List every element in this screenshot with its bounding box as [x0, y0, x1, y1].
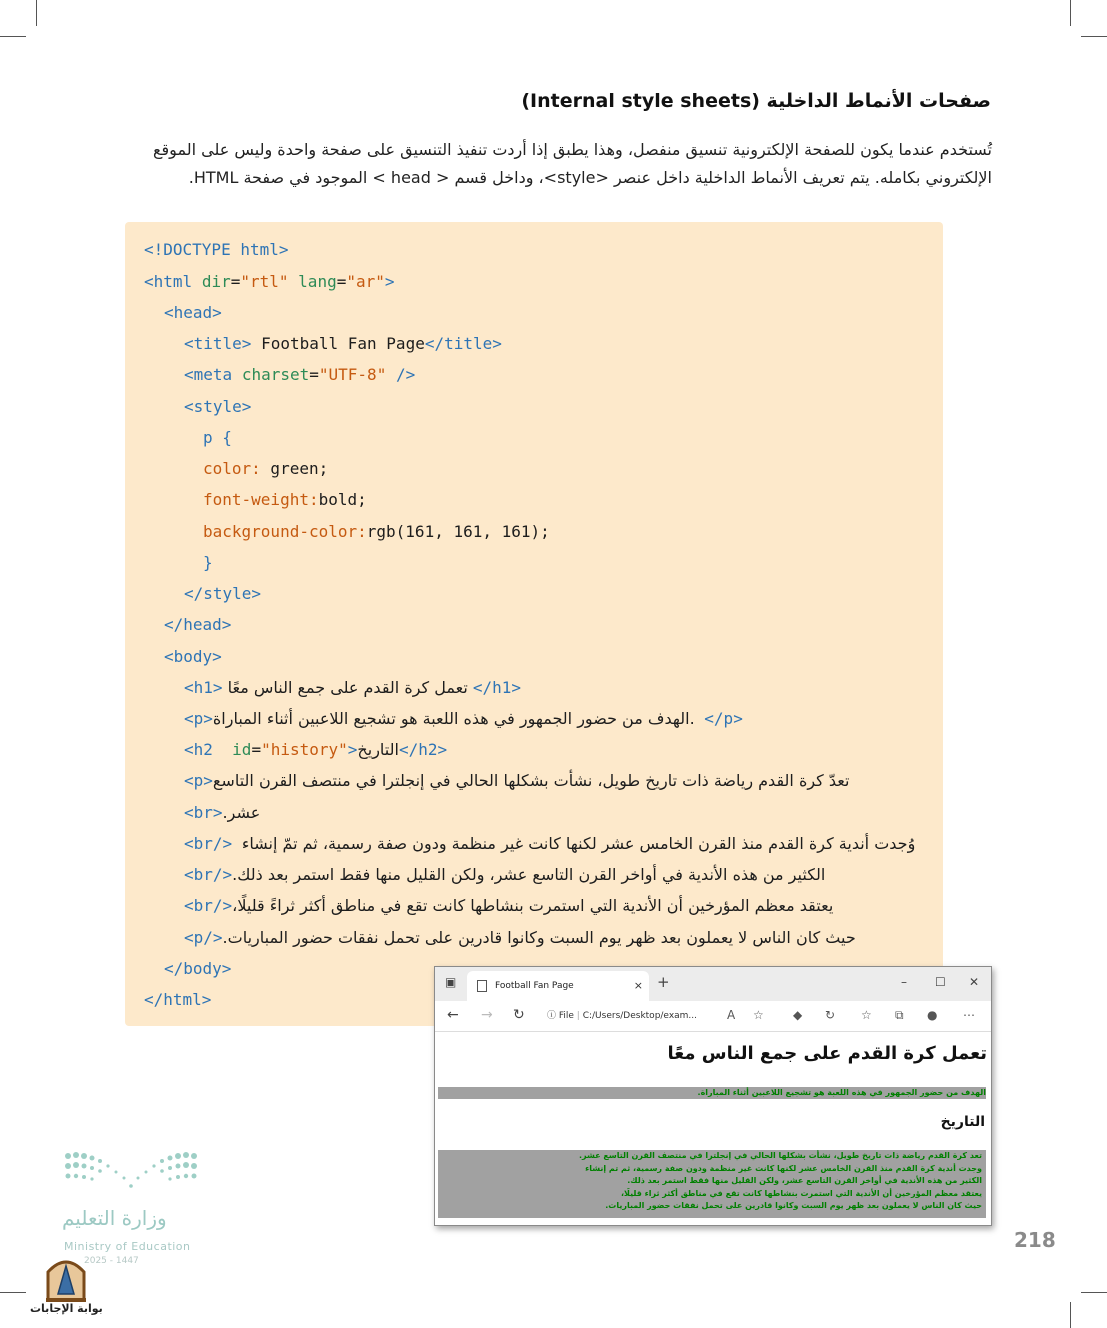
code-selector: p {	[203, 428, 232, 447]
code-line	[203, 521, 550, 543]
code-property: background-color:	[203, 522, 367, 541]
intro-paragraph: تُستخدم عندما يكون للصفحة الإلكترونية تنسيق منفصل، وهذا يطبق إذا أردت تنفيذ التنسيق على صفحة واحدة وليس على الموقع الإلكتروني بكامله. يتم تعريف الأنماط الداخلية داخل عنصر <style>، وداخل قسم < head > الموجود في صفحة HTML.	[153, 140, 992, 187]
code-line	[203, 427, 232, 449]
code-line	[144, 239, 289, 261]
code-brace: }	[203, 553, 213, 572]
browser-tab[interactable]	[467, 971, 649, 1001]
code-tag: </style>	[184, 584, 262, 603]
page-number: 218	[1014, 1228, 1056, 1252]
code-attr: id	[232, 740, 252, 759]
crop-mark	[1070, 1302, 1071, 1328]
read-aloud-icon[interactable]: A	[727, 1008, 736, 1022]
code-tag: <style>	[184, 397, 252, 416]
browser-address-bar	[435, 1001, 991, 1032]
collections-icon[interactable]: ⧉	[895, 1008, 904, 1022]
code-value: "history"	[261, 740, 348, 759]
page-icon	[477, 980, 487, 992]
code-tag: </h1>	[472, 678, 522, 697]
favorites-icon[interactable]: ☆	[861, 1008, 872, 1022]
code-line	[184, 833, 915, 855]
code-attr: dir	[201, 272, 231, 291]
new-tab-button[interactable]: +	[657, 973, 670, 991]
code-line	[184, 708, 743, 730]
code-line	[184, 677, 521, 699]
code-line	[144, 989, 211, 1011]
back-button[interactable]: ←	[447, 1007, 459, 1023]
code-line	[164, 646, 222, 668]
crop-mark	[1081, 36, 1107, 37]
code-tag: <meta	[184, 365, 233, 384]
code-eq: =	[251, 740, 262, 759]
code-text: green;	[260, 459, 329, 478]
code-tag: >	[347, 740, 358, 759]
code-line	[184, 802, 260, 824]
code-tag: </title>	[424, 334, 502, 353]
code-tag: <h1>	[184, 678, 223, 697]
rendered-paragraph: الهدف من حضور الجمهور في هذه اللعبة هو تشجيع اللاعبين أثناء المباراة.	[438, 1087, 986, 1099]
profile-avatar-icon[interactable]: ●	[927, 1008, 938, 1022]
code-line	[184, 739, 447, 761]
code-line	[184, 333, 502, 355]
minimize-button[interactable]: –	[901, 975, 907, 989]
code-line	[203, 552, 213, 574]
browser-tab-bar	[435, 967, 991, 1001]
url-field[interactable]: ⓘ File | C:/Users/Desktop/exam...	[547, 1011, 698, 1021]
ministry-year: 2025 - 1447	[84, 1256, 139, 1266]
answers-portal-label: بوابة الإجابات	[30, 1302, 103, 1315]
code-tag: <html	[144, 272, 193, 291]
code-text: Football Fan Page	[251, 334, 425, 353]
code-line	[184, 770, 849, 792]
code-line	[184, 895, 833, 917]
tab-close-icon[interactable]: ×	[633, 979, 643, 992]
code-property: color:	[203, 459, 261, 478]
code-tag: </br>	[184, 896, 233, 915]
rendered-h2: التاريخ	[940, 1114, 985, 1130]
code-line	[184, 864, 825, 886]
crop-mark	[1081, 1292, 1107, 1293]
code-tag: </head>	[164, 615, 232, 634]
code-tag: </html>	[144, 990, 212, 1009]
code-text: rgb(161, 161, 161);	[366, 522, 550, 541]
rendered-line: حيث كان الناس لا يعملون بعد ظهر يوم السبت وكانوا قادرين على تحمل نفقات حضور المباريات.	[605, 1201, 982, 1210]
code-tag: </p>	[694, 709, 743, 728]
code-tag: <br>	[184, 803, 223, 822]
code-line	[144, 271, 395, 293]
code-text: bold;	[318, 490, 367, 509]
code-arabic-text: وُجدت أندية كرة القدم منذ القرن الخامس عشر لكنها كانت غير منظمة ودون صفة رسمية، ثم تمّ إنشاء	[241, 834, 916, 853]
maximize-button[interactable]: ☐	[935, 975, 946, 989]
section-heading: صفحات الأنماط الداخلية (Internal style sheets)	[521, 90, 991, 112]
ministry-name-en: Ministry of Education	[64, 1240, 191, 1253]
code-value: "rtl"	[240, 272, 289, 291]
code-tag: <p>	[184, 709, 213, 728]
code-tag: </h2>	[398, 740, 448, 759]
code-line	[164, 302, 222, 324]
refresh-button[interactable]: ↻	[513, 1007, 525, 1023]
code-value: "ar"	[346, 272, 385, 291]
code-arabic-text: الهدف من حضور الجمهور في هذه اللعبة هو تشجيع اللاعبين أثناء المباراة.	[212, 709, 695, 728]
code-eq: =	[309, 365, 319, 384]
code-line	[164, 614, 231, 636]
favorite-star-icon[interactable]: ☆	[753, 1008, 764, 1022]
code-tag: <body>	[164, 647, 222, 666]
ministry-name-ar: وزارة التعليم	[62, 1206, 167, 1230]
code-line	[184, 927, 856, 949]
code-tag: </br>	[184, 834, 242, 853]
browser-preview	[434, 966, 992, 1226]
code-line	[184, 364, 415, 386]
code-line	[184, 396, 251, 418]
rendered-paragraph-history	[438, 1150, 986, 1218]
url-text: C:/Users/Desktop/exam...	[582, 1011, 698, 1021]
code-eq: =	[336, 272, 347, 291]
code-tag: <h2	[184, 740, 213, 759]
rendered-h1: تعمل كرة القدم على جمع الناس معًا	[667, 1043, 987, 1064]
code-tag: <title>	[184, 334, 252, 353]
extension-icon[interactable]: ◆	[793, 1008, 803, 1022]
code-line	[184, 583, 261, 605]
ministry-logo-icon	[64, 1150, 198, 1196]
code-value: "UTF-8"	[318, 365, 387, 384]
code-line	[164, 958, 231, 980]
code-arabic-text: عشر.	[222, 803, 261, 822]
code-attr: charset	[241, 365, 310, 384]
rendered-line: تعد كرة القدم رياضة ذات تاريخ طويل، نشأت بشكلها الحالي في إنجلترا في منتصف القرن التاسع عشر.	[579, 1151, 982, 1160]
rendered-line: وجدت أندية كرة القدم منذ القرن الخامس عشر لكنها كانت غير منظمة ودون صفة رسمية، ثم تم إنشاء	[585, 1163, 982, 1173]
code-tag: </br>	[184, 865, 233, 884]
refresh-extension-icon[interactable]: ↻	[825, 1008, 836, 1022]
code-line	[203, 489, 367, 511]
crop-mark	[1070, 0, 1071, 26]
more-menu-icon[interactable]: ⋯	[963, 1008, 975, 1022]
code-arabic-text: التاريخ	[357, 740, 399, 759]
tab-title: Football Fan Page	[495, 981, 574, 991]
tab-actions-icon[interactable]: ▣	[445, 975, 457, 989]
code-tag: >	[384, 272, 395, 291]
code-tag: />	[386, 365, 416, 384]
code-arabic-text: تعمل كرة القدم على جمع الناس معًا	[222, 678, 473, 697]
code-tag: <p>	[184, 771, 213, 790]
code-tag: <head>	[164, 303, 222, 322]
code-tag: </body>	[164, 959, 232, 978]
crop-mark	[0, 1292, 26, 1293]
crop-mark	[36, 0, 37, 26]
forward-button[interactable]: →	[481, 1007, 493, 1023]
code-arabic-text: حيث كان الناس لا يعملون بعد ظهر يوم السبت وكانوا قادرين على تحمل نفقات حضور المباريات.	[222, 928, 856, 947]
rendered-line: يعتقد معظم المؤرخين أن الأندية التي استمرت بنشاطها كانت تقع في مناطق أكثر ثراء قليلًا،	[621, 1188, 982, 1198]
crop-mark	[0, 36, 26, 37]
code-arabic-text: تعدّ كرة القدم رياضة ذات تاريخ طويل، نشأت بشكلها الحالي في إنجلترا في منتصف القرن التاسع	[212, 771, 850, 790]
code-property: font-weight:	[203, 490, 319, 509]
rendered-line: الكثير من هذه الأندية في أواخر القرن التاسع عشر، ولكن القليل منها فقط استمر بعد ذلك.	[627, 1176, 982, 1185]
code-arabic-text: يعتقد معظم المؤرخين أن الأندية التي استمرت بنشاطها كانت تقع في مناطق أكثر ثراءً قليلًا،	[232, 896, 834, 915]
code-doctype: <!DOCTYPE html>	[144, 240, 289, 259]
code-arabic-text: الكثير من هذه الأندية في أواخر القرن التاسع عشر، ولكن القليل منها فقط استمر بعد ذلك.	[232, 865, 826, 884]
code-attr: lang	[298, 272, 337, 291]
code-eq: =	[230, 272, 241, 291]
close-window-button[interactable]: ✕	[969, 975, 980, 989]
code-tag: </p>	[184, 928, 223, 947]
code-line	[203, 458, 328, 480]
file-info-icon: ⓘ File	[547, 1011, 574, 1021]
